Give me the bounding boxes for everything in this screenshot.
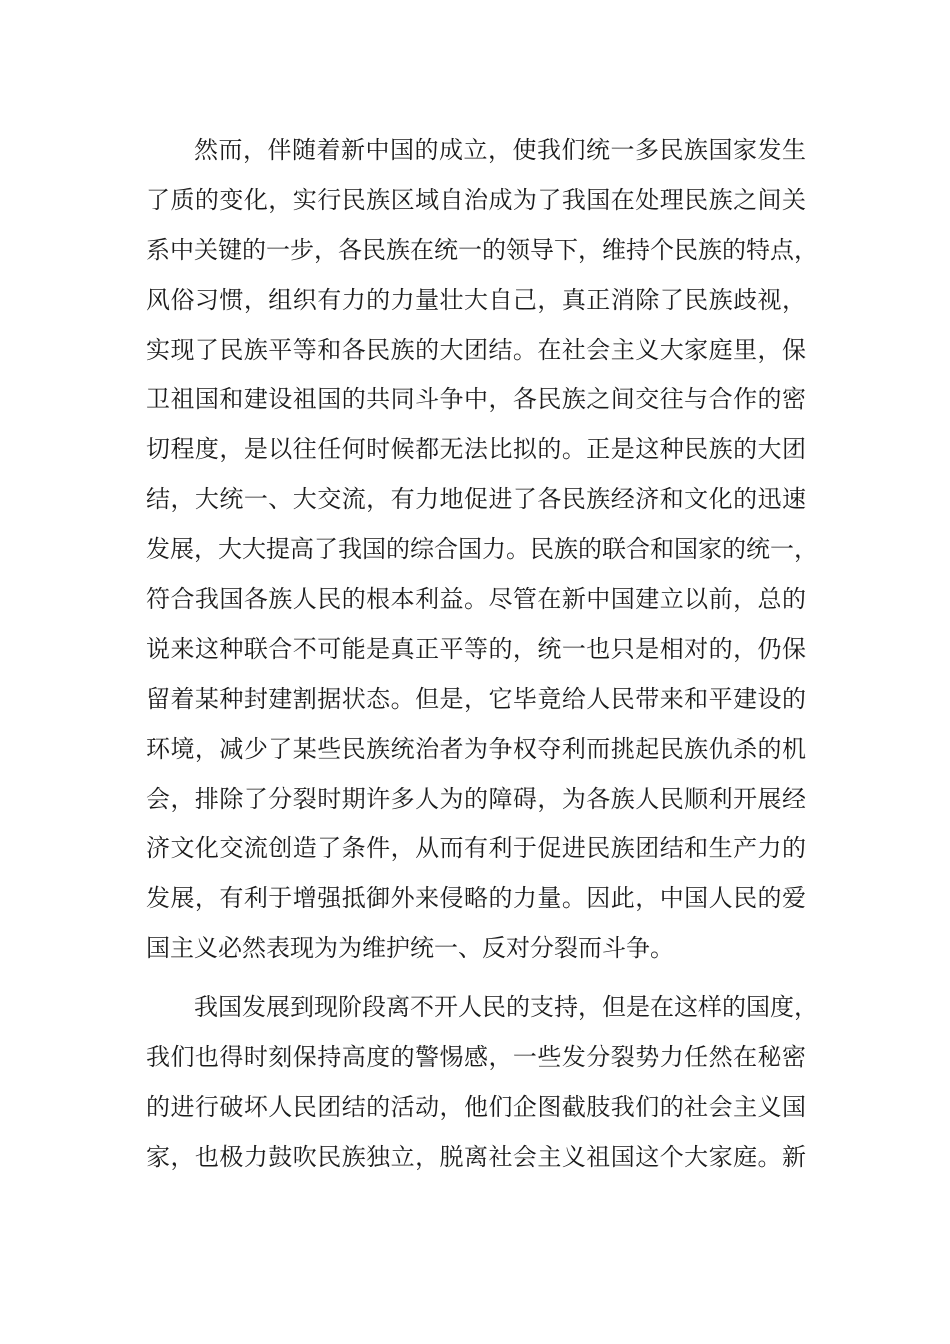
text-line: 发展，有利于增强抵御外来侵略的力量。因此，中国人民的爱 bbox=[146, 884, 806, 913]
text-line: 济文化交流创造了条件，从而有利于促进民族团结和生产力的 bbox=[146, 834, 806, 863]
text-line: 留着某种封建割据状态。但是，它毕竟给人民带来和平建设的 bbox=[146, 684, 806, 713]
text-line: 系中关键的一步，各民族在统一的领导下，维持个民族的特点， bbox=[146, 235, 818, 264]
document-body bbox=[146, 126, 818, 1192]
text-line: 家，也极力鼓吹民族独立，脱离社会主义祖国这个大家庭。新 bbox=[146, 1142, 806, 1171]
text-line: 环境，减少了某些民族统治者为争权夺利而挑起民族仇杀的机 bbox=[146, 734, 806, 763]
text-line: 然而，伴随着新中国的成立，使我们统一多民族国家发生 bbox=[194, 136, 806, 164]
text-line: 结，大统一、大交流，有力地促进了各民族经济和文化的迅速 bbox=[146, 485, 806, 514]
text-line: 国主义必然表现为为维护统一、反对分裂而斗争。 bbox=[146, 934, 674, 963]
text-line: 的进行破坏人民团结的活动，他们企图截肢我们的社会主义国 bbox=[146, 1092, 806, 1121]
text-line: 会，排除了分裂时期许多人为的障碍，为各族人民顺利开展经 bbox=[146, 784, 806, 813]
text-line: 说来这种联合不可能是真正平等的，统一也只是相对的，仍保 bbox=[146, 634, 806, 663]
text-line: 我国发展到现阶段离不开人民的支持，但是在这样的国度， bbox=[194, 993, 818, 1022]
text-line: 实现了民族平等和各民族的大团结。在社会主义大家庭里，保 bbox=[146, 335, 806, 364]
text-line: 发展，大大提高了我国的综合国力。民族的联合和国家的统一， bbox=[146, 535, 818, 564]
text-line: 卫祖国和建设祖国的共同斗争中，各民族之间交往与合作的密 bbox=[146, 385, 806, 414]
text-line: 了质的变化，实行民族区域自治成为了我国在处理民族之间关 bbox=[146, 185, 806, 214]
text-line: 符合我国各族人民的根本利益。尽管在新中国建立以前，总的 bbox=[146, 585, 806, 614]
paragraph-2 bbox=[146, 983, 818, 1183]
text-line: 风俗习惯，组织有力的力量壮大自己，真正消除了民族歧视， bbox=[146, 285, 806, 314]
paragraph-1 bbox=[146, 126, 818, 974]
text-line: 我们也得时刻保持高度的警惕感，一些发分裂势力任然在秘密 bbox=[146, 1043, 806, 1072]
text-line: 切程度，是以往任何时候都无法比拟的。正是这种民族的大团 bbox=[146, 435, 806, 464]
